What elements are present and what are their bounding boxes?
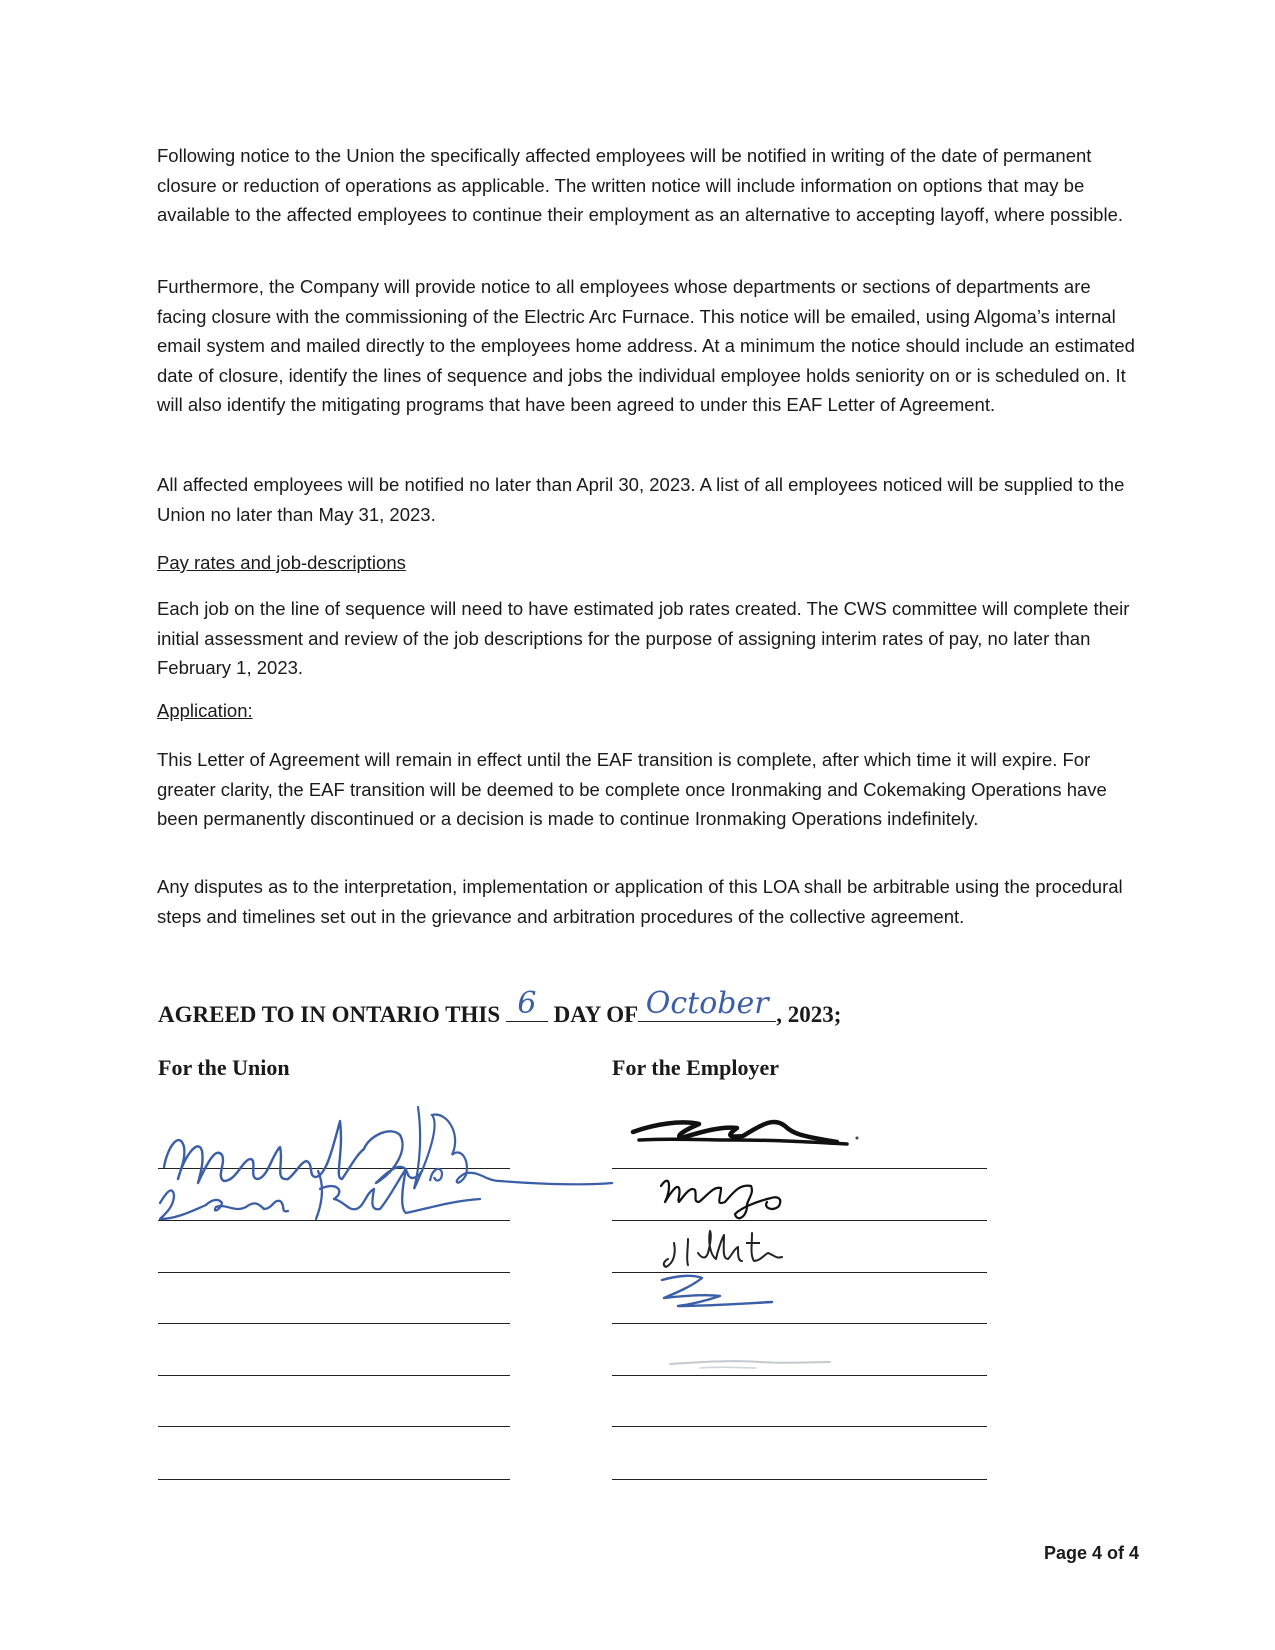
union-signature-line-5 xyxy=(158,1375,510,1376)
body-text-2 xyxy=(157,272,1137,420)
body-text-5 xyxy=(157,594,1137,683)
employer-signature-1 xyxy=(625,1100,865,1162)
paragraph-disputes: Any disputes as to the interpretation, implementation or application of this LOA shall be arbitrable using the procedural steps and timelines set out in the grievance and arbitration procedures of the collective agreement. xyxy=(157,876,1123,927)
employer-signature-4 xyxy=(648,1268,788,1316)
body-text-8 xyxy=(157,872,1137,931)
employer-heading: For the Employer xyxy=(612,1055,780,1080)
agreement-suffix: , 2023; xyxy=(776,1002,842,1027)
paragraph-application: This Letter of Agreement will remain in effect until the EAF transition is complete, after which time it will expire. For greater clarity, the EAF transition will be deemed to be complete once Ironmaking and Cokemaking Operations have been permanently discontinued or a decision is made to continue Ironmaking Operations indefinitely. xyxy=(157,749,1107,829)
employer-signature-line-7 xyxy=(612,1479,987,1480)
day-blank xyxy=(506,986,548,1022)
union-signature-line-6 xyxy=(158,1426,510,1427)
page-number: Page 4 of 4 xyxy=(1043,1543,1139,1563)
month-blank xyxy=(638,986,776,1022)
paragraph-notice-to-employees: Following notice to the Union the specifically affected employees will be notified in writing of the date of permanent closure or reduction of operations as applicable. The written notice will include information on options that may be available to the affected employees to continue their employment as an alternative to accepting layoff, where possible. xyxy=(157,145,1124,225)
heading-pay-rates: Pay rates and job-descriptions xyxy=(157,552,406,573)
employer-signature-2 xyxy=(655,1168,815,1224)
union-heading: For the Union xyxy=(158,1055,290,1080)
union-signature-line-4 xyxy=(158,1323,510,1324)
heading-application: Application: xyxy=(157,700,253,721)
union-signature-line-7 xyxy=(158,1479,510,1480)
body-text-3 xyxy=(157,470,1137,529)
employer-signature-line-4 xyxy=(612,1323,987,1324)
employer-signature-line-6 xyxy=(612,1426,987,1427)
body-text xyxy=(157,141,1137,230)
agreement-middle: DAY OF xyxy=(553,1002,639,1027)
paragraph-company-notice: Furthermore, the Company will provide notice to all employees whose departments or sections of departments are facing closure with the commissioning of the Electric Arc Furnace. This notice will be emailed, using Algoma’s internal email system and mailed directly to the employees home address. At a minimum the notice should include an estimated date of closure, identify the lines of sequence and jobs the individual employee holds seniority on or is scheduled on. It will also identify the mitigating programs that have been agreed to under this EAF Letter of Agreement. xyxy=(157,276,1135,415)
paragraph-job-rates: Each job on the line of sequence will need to have estimated job rates created. The CWS committee will complete their initial assessment and review of the job descriptions for the purpose of assigning interim rates of pay, no later than February 1, 2023. xyxy=(157,598,1130,678)
employer-signature-5 xyxy=(660,1348,840,1378)
body-text-7 xyxy=(157,745,1137,834)
union-signature-line-3 xyxy=(158,1272,510,1273)
body-text-6 xyxy=(157,696,1137,726)
agreement-line xyxy=(158,986,842,1028)
paragraph-notification-deadline: All affected employees will be notified no later than April 30, 2023. A list of all employees noticed will be supplied to the Union no later than May 31, 2023. xyxy=(157,474,1125,525)
body-text-4 xyxy=(157,548,1137,578)
agreement-prefix: AGREED TO IN ONTARIO THIS xyxy=(158,1002,501,1027)
union-signature-1 xyxy=(150,1085,620,1230)
day-handwritten: 6 xyxy=(517,986,537,1021)
month-handwritten: October xyxy=(645,986,769,1021)
